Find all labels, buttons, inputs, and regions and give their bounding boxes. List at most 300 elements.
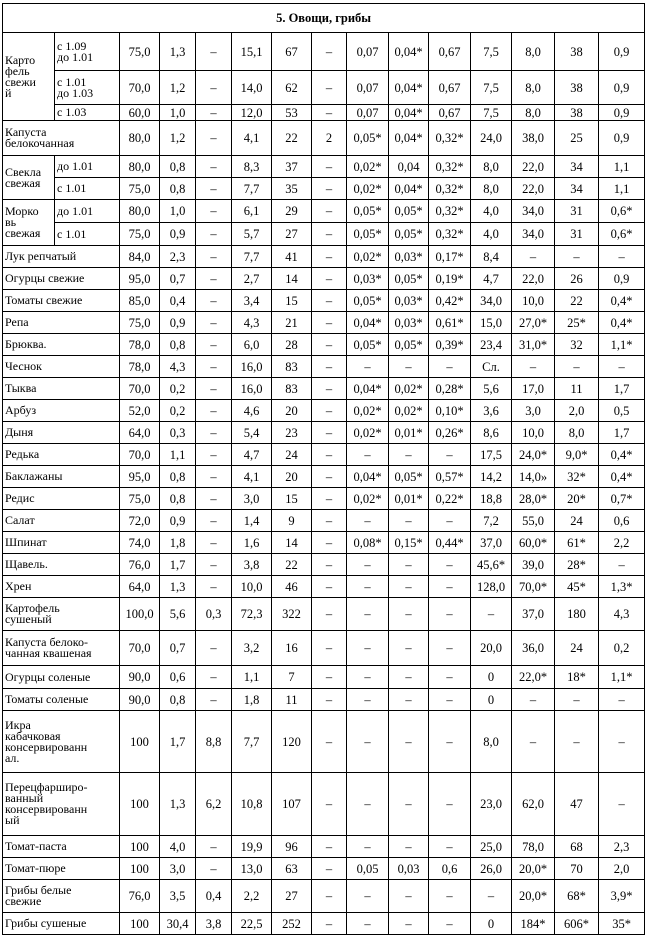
value-cell: – — [389, 689, 429, 711]
value-cell: 22,0 — [512, 268, 555, 290]
value-cell: 3,8 — [196, 913, 232, 935]
value-cell: 14,2 — [471, 466, 512, 488]
value-cell: 35 — [272, 178, 312, 200]
value-cell: – — [312, 223, 347, 246]
value-cell: 0,9 — [599, 71, 645, 105]
value-cell: 0,04* — [389, 105, 429, 121]
value-cell: 0,9 — [160, 510, 196, 532]
section-header-row — [3, 4, 645, 33]
value-cell: 47 — [555, 773, 599, 836]
table-row — [3, 105, 645, 121]
table-row — [3, 444, 645, 466]
value-cell: 0,7 — [160, 268, 196, 290]
value-cell: 39,0 — [512, 554, 555, 576]
value-cell: 0,8 — [160, 466, 196, 488]
value-cell: 20 — [272, 466, 312, 488]
value-cell: 1,8 — [232, 689, 272, 711]
value-cell: 64,0 — [120, 576, 160, 598]
value-cell: 0,04* — [389, 121, 429, 156]
value-cell: – — [429, 554, 471, 576]
value-cell: 32* — [555, 466, 599, 488]
value-cell: 30,4 — [160, 913, 196, 935]
value-cell: – — [347, 598, 389, 631]
value-cell: – — [312, 666, 347, 689]
value-cell: 107 — [272, 773, 312, 836]
value-cell: 1,2 — [160, 121, 196, 156]
table-row — [3, 532, 645, 554]
value-cell: 1,1* — [599, 666, 645, 689]
value-cell: 53 — [272, 105, 312, 121]
table-row — [3, 554, 645, 576]
value-cell: 0,03* — [389, 312, 429, 334]
value-cell: 0,3 — [160, 422, 196, 444]
value-cell: 0,03 — [389, 858, 429, 880]
value-cell: – — [312, 356, 347, 378]
value-cell: – — [196, 858, 232, 880]
table-row — [3, 689, 645, 711]
product-name: Тыква — [3, 378, 120, 400]
product-name: Брюква. — [3, 334, 120, 356]
value-cell: 20,0* — [512, 858, 555, 880]
value-cell: 8,3 — [232, 156, 272, 178]
value-cell: 38,0 — [512, 121, 555, 156]
table-row — [3, 836, 645, 858]
value-cell: – — [389, 356, 429, 378]
value-cell: 35* — [599, 913, 645, 935]
value-cell: 8,0 — [471, 156, 512, 178]
value-cell: 7,2 — [471, 510, 512, 532]
value-cell: 85,0 — [120, 290, 160, 312]
value-cell: 4,3 — [232, 312, 272, 334]
value-cell: 70,0 — [120, 378, 160, 400]
value-cell: – — [389, 576, 429, 598]
value-cell: 0,57* — [429, 466, 471, 488]
value-cell: – — [312, 178, 347, 200]
value-cell: 17,0 — [512, 378, 555, 400]
value-cell: – — [555, 711, 599, 773]
value-cell: 6,1 — [232, 200, 272, 223]
value-cell: 67 — [272, 33, 312, 71]
table-row — [3, 223, 645, 246]
value-cell: – — [312, 378, 347, 400]
value-cell: 84,0 — [120, 246, 160, 268]
value-cell: 37 — [272, 156, 312, 178]
value-cell: 0,05* — [389, 200, 429, 223]
storage-period: до 1.01 — [55, 200, 120, 223]
table-row — [3, 71, 645, 105]
storage-period: до 1.01 — [55, 156, 120, 178]
value-cell: 62 — [272, 71, 312, 105]
value-cell: 0,05* — [347, 290, 389, 312]
nutrition-table — [2, 3, 645, 935]
value-cell: 14,0» — [512, 466, 555, 488]
value-cell: 100 — [120, 913, 160, 935]
value-cell: 0,4* — [599, 290, 645, 312]
value-cell: – — [347, 689, 389, 711]
value-cell: 26,0 — [471, 858, 512, 880]
value-cell: 5,4 — [232, 422, 272, 444]
product-name: Томат-паста — [3, 836, 120, 858]
value-cell: – — [429, 773, 471, 836]
value-cell: 3,6 — [471, 400, 512, 422]
value-cell: – — [429, 711, 471, 773]
value-cell: – — [347, 836, 389, 858]
value-cell: 27 — [272, 880, 312, 913]
value-cell: 0 — [471, 913, 512, 935]
value-cell: 0,2 — [599, 631, 645, 666]
value-cell: 2,2 — [599, 532, 645, 554]
value-cell: 0,9 — [160, 223, 196, 246]
value-cell: 0,2 — [160, 378, 196, 400]
value-cell: 23,0 — [471, 773, 512, 836]
value-cell: – — [196, 836, 232, 858]
value-cell: – — [196, 666, 232, 689]
value-cell: 1,1 — [599, 156, 645, 178]
value-cell: 0,04* — [347, 466, 389, 488]
value-cell: 1,7 — [599, 378, 645, 400]
value-cell: 38 — [555, 105, 599, 121]
value-cell: – — [429, 356, 471, 378]
value-cell: – — [312, 880, 347, 913]
value-cell: – — [196, 105, 232, 121]
value-cell: 120 — [272, 711, 312, 773]
value-cell: 23 — [272, 422, 312, 444]
product-name: Щавель. — [3, 554, 120, 576]
value-cell: 75,0 — [120, 33, 160, 71]
value-cell: 24,0* — [512, 444, 555, 466]
value-cell: 83 — [272, 378, 312, 400]
value-cell: 0,67 — [429, 105, 471, 121]
value-cell: – — [599, 554, 645, 576]
value-cell: 0,08* — [347, 532, 389, 554]
value-cell: – — [312, 105, 347, 121]
table-row — [3, 598, 645, 631]
value-cell: 23,4 — [471, 334, 512, 356]
value-cell: – — [312, 444, 347, 466]
value-cell: – — [196, 554, 232, 576]
value-cell: 0,9 — [599, 105, 645, 121]
value-cell: – — [389, 836, 429, 858]
value-cell: 75,0 — [120, 312, 160, 334]
value-cell: 80,0 — [120, 121, 160, 156]
value-cell: – — [389, 913, 429, 935]
value-cell: 24,0 — [471, 121, 512, 156]
value-cell: – — [312, 71, 347, 105]
value-cell: 0,15* — [389, 532, 429, 554]
value-cell: – — [389, 554, 429, 576]
value-cell: – — [599, 246, 645, 268]
value-cell: 70,0 — [120, 631, 160, 666]
value-cell: 0,02* — [389, 400, 429, 422]
value-cell: 0,3 — [196, 598, 232, 631]
value-cell: 29 — [272, 200, 312, 223]
value-cell: 8,4 — [471, 246, 512, 268]
value-cell: 8,0 — [512, 105, 555, 121]
storage-period: с 1.01 — [55, 178, 120, 200]
value-cell: 0,9 — [599, 268, 645, 290]
value-cell: – — [429, 666, 471, 689]
table-row — [3, 711, 645, 773]
product-name: Грибы белые свежие — [3, 880, 120, 913]
product-name: Шпинат — [3, 532, 120, 554]
value-cell: 76,0 — [120, 554, 160, 576]
value-cell: 18* — [555, 666, 599, 689]
value-cell: 15,1 — [232, 33, 272, 71]
product-name: Редис — [3, 488, 120, 510]
value-cell: 31,0* — [512, 334, 555, 356]
value-cell: 90,0 — [120, 689, 160, 711]
value-cell: 70,0* — [512, 576, 555, 598]
value-cell: 70,0 — [120, 71, 160, 105]
value-cell: 0,8 — [160, 689, 196, 711]
storage-period: с 1.01 — [55, 223, 120, 246]
value-cell: 52,0 — [120, 400, 160, 422]
value-cell: 78,0 — [120, 356, 160, 378]
value-cell: 9,0* — [555, 444, 599, 466]
value-cell: 0,02* — [347, 246, 389, 268]
value-cell: 0,2 — [160, 400, 196, 422]
value-cell: 1,3 — [160, 773, 196, 836]
value-cell: 1,1* — [599, 334, 645, 356]
value-cell: – — [196, 532, 232, 554]
product-name: Арбуз — [3, 400, 120, 422]
value-cell: 2,3 — [160, 246, 196, 268]
value-cell: 0,9 — [599, 121, 645, 156]
value-cell: – — [196, 33, 232, 71]
value-cell: 1,7 — [160, 711, 196, 773]
value-cell: – — [196, 689, 232, 711]
value-cell: 7,5 — [471, 105, 512, 121]
value-cell: 20,0* — [512, 880, 555, 913]
value-cell: 15 — [272, 488, 312, 510]
value-cell: 0,7 — [160, 631, 196, 666]
table-row — [3, 312, 645, 334]
value-cell: – — [196, 334, 232, 356]
value-cell: 37,0 — [471, 532, 512, 554]
product-name: Перецфарширо- ванный консервированн ый — [3, 773, 120, 836]
value-cell: 28 — [272, 334, 312, 356]
value-cell: 15,0 — [471, 312, 512, 334]
value-cell: – — [312, 334, 347, 356]
value-cell: 0 — [471, 689, 512, 711]
value-cell: 72,0 — [120, 510, 160, 532]
value-cell: 5,7 — [232, 223, 272, 246]
value-cell: 22,0 — [512, 156, 555, 178]
product-name: Капуста белоко- чанная квашеная — [3, 631, 120, 666]
value-cell: – — [312, 466, 347, 488]
value-cell: 0,05* — [389, 334, 429, 356]
value-cell: – — [471, 880, 512, 913]
value-cell: – — [512, 246, 555, 268]
product-name: Репа — [3, 312, 120, 334]
product-name: Салат — [3, 510, 120, 532]
value-cell: 0,6* — [599, 200, 645, 223]
value-cell: 0,9 — [160, 312, 196, 334]
value-cell: 14,0 — [232, 71, 272, 105]
value-cell: – — [196, 268, 232, 290]
value-cell: 68* — [555, 880, 599, 913]
value-cell: 0,61* — [429, 312, 471, 334]
value-cell: 0,04* — [389, 33, 429, 71]
section-title: 5. Овощи, грибы — [3, 4, 645, 33]
value-cell: – — [196, 444, 232, 466]
value-cell: – — [347, 913, 389, 935]
value-cell: 0,8 — [160, 156, 196, 178]
value-cell: 0,05* — [389, 223, 429, 246]
value-cell: 36,0 — [512, 631, 555, 666]
product-name: Дыня — [3, 422, 120, 444]
table-row — [3, 246, 645, 268]
value-cell: 8,6 — [471, 422, 512, 444]
table-row — [3, 33, 645, 71]
value-cell: 100 — [120, 773, 160, 836]
value-cell: – — [555, 689, 599, 711]
value-cell: 0,10* — [429, 400, 471, 422]
value-cell: 45,6* — [471, 554, 512, 576]
value-cell: – — [512, 711, 555, 773]
value-cell: – — [196, 422, 232, 444]
value-cell: – — [347, 773, 389, 836]
value-cell: 3,2 — [232, 631, 272, 666]
value-cell: 606* — [555, 913, 599, 935]
value-cell: 5,6 — [471, 378, 512, 400]
value-cell: 22,0 — [512, 178, 555, 200]
value-cell: 0,26* — [429, 422, 471, 444]
value-cell: 100 — [120, 836, 160, 858]
table-row — [3, 913, 645, 935]
product-name: Томаты соленые — [3, 689, 120, 711]
value-cell: 3,0 — [512, 400, 555, 422]
value-cell: 184* — [512, 913, 555, 935]
value-cell: 0,19* — [429, 268, 471, 290]
value-cell: 14 — [272, 532, 312, 554]
product-name: Огурцы соленые — [3, 666, 120, 689]
value-cell: 0,22* — [429, 488, 471, 510]
value-cell: – — [389, 510, 429, 532]
value-cell: 180 — [555, 598, 599, 631]
product-name: Редька — [3, 444, 120, 466]
value-cell: 78,0 — [512, 836, 555, 858]
product-name: Огурцы свежие — [3, 268, 120, 290]
value-cell: – — [429, 444, 471, 466]
value-cell: – — [599, 711, 645, 773]
value-cell: – — [312, 689, 347, 711]
value-cell: 0,07 — [347, 105, 389, 121]
product-name: Картофель сушеный — [3, 598, 120, 631]
value-cell: 0,04* — [347, 312, 389, 334]
value-cell: – — [312, 598, 347, 631]
value-cell: 2,0 — [555, 400, 599, 422]
value-cell: 64,0 — [120, 422, 160, 444]
value-cell: – — [196, 378, 232, 400]
value-cell: 0,04 — [389, 156, 429, 178]
value-cell: 7 — [272, 666, 312, 689]
value-cell: 14 — [272, 268, 312, 290]
value-cell: – — [599, 689, 645, 711]
value-cell: 1,3* — [599, 576, 645, 598]
value-cell: – — [429, 631, 471, 666]
value-cell: 46 — [272, 576, 312, 598]
storage-period: с 1.03 — [55, 105, 120, 121]
value-cell: 0,02* — [347, 488, 389, 510]
value-cell: 0,05 — [347, 858, 389, 880]
value-cell: 15 — [272, 290, 312, 312]
value-cell: – — [312, 246, 347, 268]
value-cell: – — [347, 631, 389, 666]
product-name: Карто фель свежи й — [3, 33, 55, 121]
value-cell: 22,5 — [232, 913, 272, 935]
value-cell: 25 — [555, 121, 599, 156]
value-cell: – — [347, 510, 389, 532]
value-cell: – — [347, 880, 389, 913]
table-row — [3, 773, 645, 836]
value-cell: 8,0 — [471, 178, 512, 200]
value-cell: 0,03* — [347, 268, 389, 290]
value-cell: 11 — [272, 689, 312, 711]
product-name: Икра кабачковая консервированн ал. — [3, 711, 120, 773]
value-cell: – — [312, 913, 347, 935]
value-cell: 0,4* — [599, 312, 645, 334]
value-cell: 74,0 — [120, 532, 160, 554]
value-cell: 38 — [555, 71, 599, 105]
value-cell: – — [429, 598, 471, 631]
value-cell: 90,0 — [120, 666, 160, 689]
value-cell: 76,0 — [120, 880, 160, 913]
value-cell: – — [312, 312, 347, 334]
value-cell: – — [555, 246, 599, 268]
value-cell: 0,6* — [599, 223, 645, 246]
value-cell: – — [196, 488, 232, 510]
value-cell: – — [312, 836, 347, 858]
value-cell: – — [196, 156, 232, 178]
value-cell: 100 — [120, 711, 160, 773]
table-row — [3, 378, 645, 400]
value-cell: – — [196, 312, 232, 334]
value-cell: 1,7 — [599, 422, 645, 444]
value-cell: 3,9* — [599, 880, 645, 913]
value-cell: 4,3 — [599, 598, 645, 631]
value-cell: 75,0 — [120, 488, 160, 510]
value-cell: 2,0 — [599, 858, 645, 880]
value-cell: – — [429, 510, 471, 532]
value-cell: 7,7 — [232, 711, 272, 773]
value-cell: 6,2 — [196, 773, 232, 836]
value-cell: 4,1 — [232, 121, 272, 156]
value-cell: 0,05* — [389, 268, 429, 290]
value-cell: 0,04* — [389, 178, 429, 200]
value-cell: 0,42* — [429, 290, 471, 312]
value-cell: – — [312, 156, 347, 178]
value-cell: 3,4 — [232, 290, 272, 312]
value-cell: 19,9 — [232, 836, 272, 858]
value-cell: 2 — [312, 121, 347, 156]
value-cell: 9 — [272, 510, 312, 532]
product-name: Морко вь свежая — [3, 200, 55, 246]
value-cell: 4,7 — [232, 444, 272, 466]
value-cell: 10,0 — [232, 576, 272, 598]
value-cell: 2,2 — [232, 880, 272, 913]
storage-period: с 1.01 до 1.03 — [55, 71, 120, 105]
value-cell: 2,7 — [232, 268, 272, 290]
product-name: Капуста белокочанная — [3, 121, 120, 156]
table-row — [3, 121, 645, 156]
value-cell: 25* — [555, 312, 599, 334]
value-cell: 78,0 — [120, 334, 160, 356]
value-cell: 1,6 — [232, 532, 272, 554]
value-cell: 0,4* — [599, 466, 645, 488]
value-cell: 75,0 — [120, 178, 160, 200]
value-cell: 24 — [272, 444, 312, 466]
